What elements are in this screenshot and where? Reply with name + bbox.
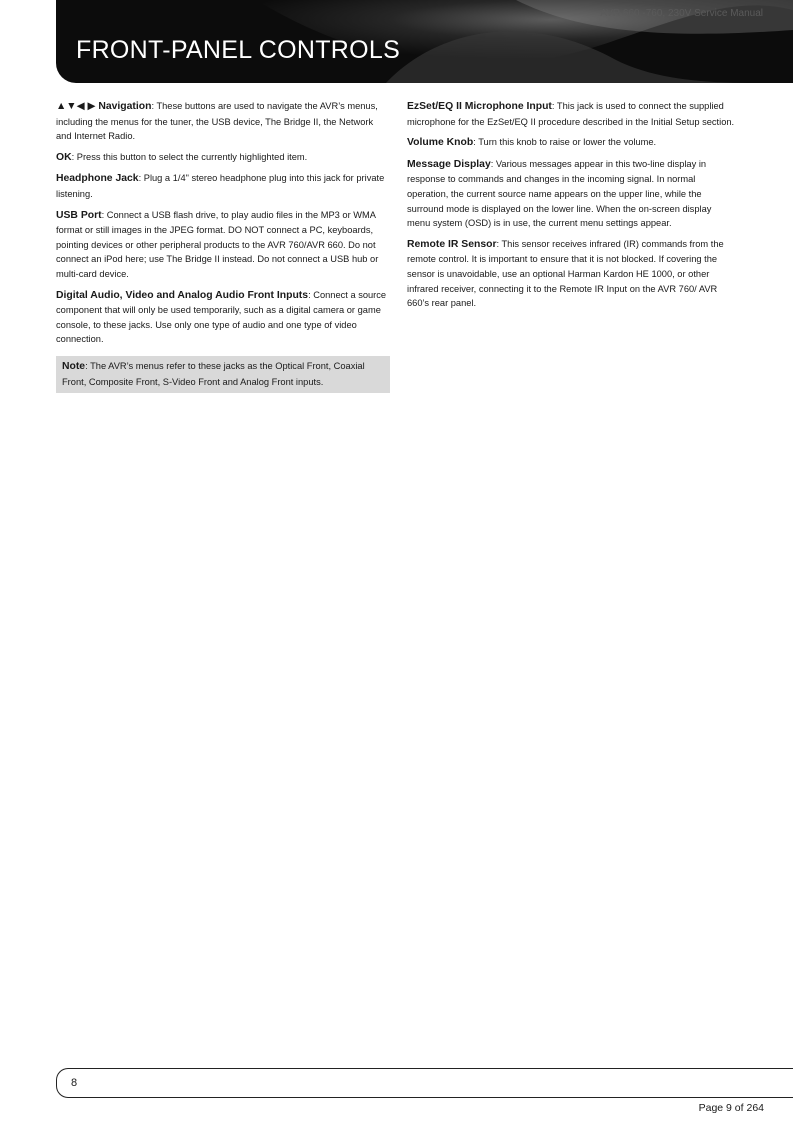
note-box bbox=[56, 356, 390, 393]
footer-box bbox=[56, 1068, 793, 1098]
entry-text: : Press this button to select the currently highlighted item. bbox=[71, 151, 308, 162]
entry-term: Volume Knob bbox=[407, 137, 474, 149]
manual-title: AVR 660 -760, 230V Service Manual bbox=[600, 8, 763, 19]
entry-term: Headphone Jack bbox=[56, 173, 139, 185]
left-column bbox=[56, 99, 390, 393]
note-text: : The AVR’s menus refer to these jacks as the Optical Front, Coaxial Front, Composite Front, S-Video Front and Analog Front inputs. bbox=[62, 360, 365, 387]
entry-term: EzSet/EQ II Microphone Input bbox=[407, 101, 552, 112]
entry-term: Digital Audio, Video and Analog Audio Front Inputs bbox=[56, 289, 309, 301]
note-term: Note bbox=[62, 360, 86, 372]
entry-text: : Connect a USB flash drive, to play audio files in the MP3 or WMA format or still images in the JPEG format. DO NOT connect a PC, keyboards, pointing devices or other peripheral products to the AVR 760/AVR 660. Do not connect an iPod here; use The Bridge II instead. Do not connect a USB hub or multi-card device. bbox=[56, 209, 379, 279]
entry-ok bbox=[56, 150, 390, 166]
entry-term: OK bbox=[56, 151, 72, 163]
entry-term: ▲▼◀ ▶ Navigation bbox=[56, 101, 152, 112]
entry-front-inputs bbox=[56, 288, 390, 347]
entry-text: : Connect a source component that will only be used temporarily, such as a digital camera or game console, to these jacks. Use only one type of audio and one type of video connection. bbox=[56, 289, 387, 345]
entry-text: : Turn this knob to raise or lower the volume. bbox=[473, 137, 657, 148]
entry-term: Remote IR Sensor bbox=[407, 238, 497, 250]
section-header-banner bbox=[56, 0, 793, 83]
right-column bbox=[407, 99, 737, 317]
entry-navigation bbox=[56, 99, 390, 144]
entry-headphone-jack bbox=[56, 171, 390, 201]
entry-text: : Plug a 1/4" stereo headphone plug into this jack for private listening. bbox=[56, 173, 385, 199]
entry-message-display bbox=[407, 157, 737, 231]
entry-text: : This jack is used to connect the supplied microphone for the EzSet/EQ II procedure described in the Initial Setup section. bbox=[407, 101, 735, 127]
entry-text: : These buttons are used to navigate the AVR’s menus, including the menus for the tuner, the USB device, The Bridge II, the Network and Internet Radio. bbox=[56, 101, 378, 142]
entry-text: : This sensor receives infrared (IR) commands from the remote control. It is important to ensure that it is not blocked. If covering the sensor is unavoidable, use an optional Harman Kardon HE 1000, or other infrared receiver, connecting it to the Remote IR Input on the AVR 760/ AVR 660’s rear panel. bbox=[407, 238, 724, 309]
entry-term: Message Display bbox=[407, 158, 491, 170]
page-counter: Page 9 of 264 bbox=[698, 1102, 764, 1114]
page-title: FRONT-PANEL CONTROLS bbox=[76, 36, 401, 64]
entry-remote-ir-sensor bbox=[407, 237, 737, 311]
page-number: 8 bbox=[71, 1077, 78, 1089]
entry-usb-port bbox=[56, 208, 390, 282]
entry-text: : Various messages appear in this two-line display in response to commands and changes in the incoming signal. In normal operation, the current source name appears on the upper line, while the surround mode is displayed on the lower line. When the on-screen display menu system (OSD) is in use, the current menu settings appear. bbox=[407, 158, 712, 229]
entry-microphone-input bbox=[407, 99, 737, 129]
entry-term: USB Port bbox=[56, 209, 102, 221]
entry-volume-knob bbox=[407, 135, 737, 151]
